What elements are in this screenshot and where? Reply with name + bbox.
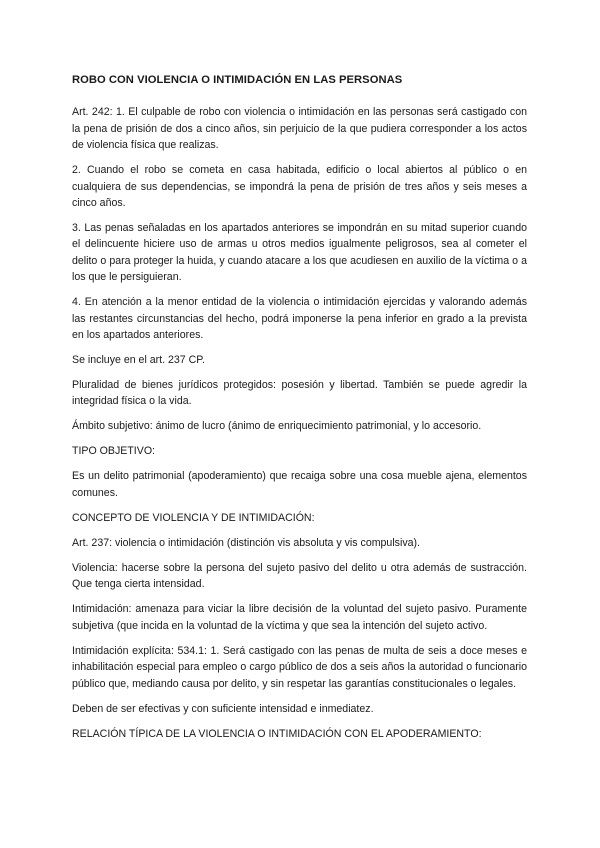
paragraph-art-242-4: 4. En atención a la menor entidad de la violencia o intimidación ejercidas y valorando además las restantes circunstancias del hecho, podrá imponerse la pena inferior en grado a la prevista en los apartados anteriores. bbox=[72, 296, 527, 342]
paragraph-intimidacion-explicita: Intimidación explícita: 534.1: 1. Será castigado con las penas de multa de seis a doce meses e inhabilitación especial para empleo o cargo público de dos a seis años la autoridad o funcionario público que, mediando causa por delito, y sin respetar las garantías constitucionales o legales. bbox=[72, 644, 527, 690]
paragraph-intimidacion: Intimidación: amenaza para viciar la libre decisión de la voluntad del sujeto pasivo. Puramente subjetiva (que incida en la voluntad de la víctima y que sea la intención del sujeto activo. bbox=[72, 603, 527, 632]
paragraph-art-237-violencia: Art. 237: violencia o intimidación (distinción vis absoluta y vis compulsiva). bbox=[72, 536, 420, 549]
paragraph-violencia: Violencia: hacerse sobre la persona del sujeto pasivo del delito u otra además de sustracción. Que tenga cierta intensidad. bbox=[72, 561, 527, 591]
document-body bbox=[72, 72, 527, 751]
heading-relacion-tipica: RELACIÓN TÍPICA DE LA VIOLENCIA O INTIMIDACIÓN CON EL APODERAMIENTO: bbox=[72, 727, 482, 740]
paragraph-bienes-juridicos: Pluralidad de bienes jurídicos protegidos: posesión y libertad. También se puede agredir la integridad física o la vida. bbox=[72, 379, 527, 408]
paragraph-art-242-2: 2. Cuando el robo se cometa en casa habitada, edificio o local abiertos al público o en cualquiera de sus dependencias, se impondrá la pena de prisión de tres años y seis meses a cinco años. bbox=[72, 164, 527, 210]
paragraph-art-242-1: Art. 242: 1. El culpable de robo con violencia o intimidación en las personas será castigado con la pena de prisión de dos a cinco años, sin perjuicio de la que pudiera corresponder a los actos de violencia física que realizas. bbox=[72, 106, 527, 152]
paragraph-efectivas: Deben de ser efectivas y con suficiente intensidad e inmediatez. bbox=[72, 702, 374, 715]
paragraph-art-242-3: 3. Las penas señaladas en los apartados anteriores se impondrán en su mitad superior cuando el delincuente hiciere uso de armas u otros medios igualmente peligrosos, sea al cometer el delito o para proteger la huida, y cuando atacare a los que acudiesen en auxilio de la víctima o a los que le persiguieran. bbox=[72, 222, 527, 284]
heading-concepto-violencia: CONCEPTO DE VIOLENCIA Y DE INTIMIDACIÓN: bbox=[72, 511, 315, 524]
paragraph-delito-patrimonial: Es un delito patrimonial (apoderamiento) que recaiga sobre una cosa mueble ajena, elementos comunes. bbox=[72, 470, 527, 499]
paragraph-ambito-subjetivo: Ámbito subjetivo: ánimo de lucro (ánimo de enriquecimiento patrimonial, y lo accesorio. bbox=[72, 420, 482, 433]
document-title: ROBO CON VIOLENCIA O INTIMIDACIÓN EN LAS PERSONAS bbox=[72, 74, 403, 86]
paragraph-art-237-reference: Se incluye en el art. 237 CP. bbox=[72, 354, 205, 367]
heading-tipo-objetivo: TIPO OBJETIVO: bbox=[72, 445, 155, 458]
